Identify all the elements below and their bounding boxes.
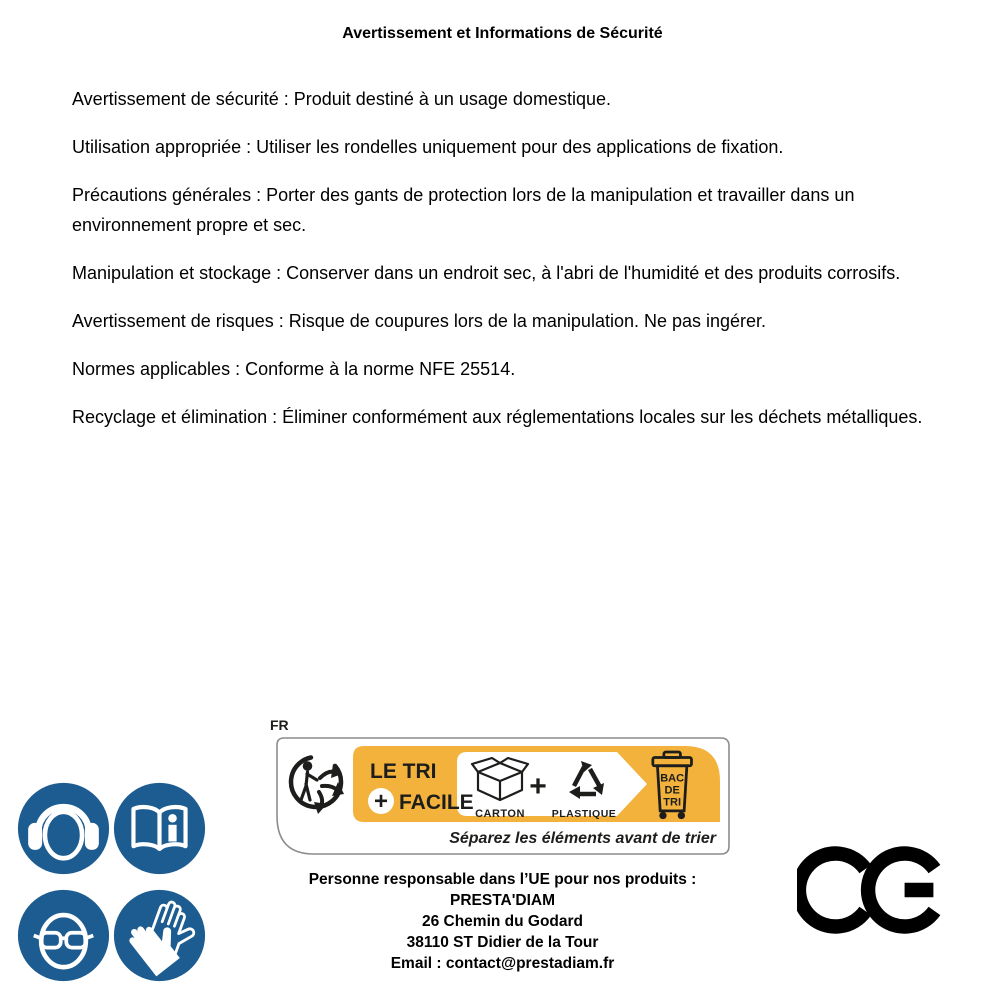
responsible-intro-line: Personne responsable dans l’UE pour nos produits : — [308, 871, 697, 888]
materials-chevron — [457, 752, 647, 816]
paragraph-general-precautions: Précautions générales : Porter des gants de protection lors de la manipulation et travailler dans un environnement propre et sec. — [72, 185, 855, 235]
plus-badge-sign: + — [373, 788, 389, 815]
materials-plus-sign: + — [529, 770, 547, 803]
paragraph-risk-warning: Avertissement de risques : Risque de coupures lors de la manipulation. Ne pas ingérer. — [72, 311, 767, 331]
responsible-email: Email : contact@prestadiam.fr — [390, 955, 615, 972]
sorting-tagline: Séparez les éléments avant de trier — [449, 830, 716, 847]
paragraph-handling-storage: Manipulation et stockage : Conserver dans un endroit sec, à l'abri de l'humidité et des produits corrosifs. — [72, 263, 901, 283]
paragraph-applicable-standards: Normes applicables : Conforme à la norme NFE 25514. — [72, 359, 516, 379]
document-body — [0, 0, 1005, 432]
material-carton-label: CARTON — [475, 808, 525, 820]
bin-label-line3: TRI — [663, 796, 682, 809]
headline-le-tri: LE TRI — [370, 760, 437, 783]
wear-ear-protection-icon — [17, 782, 110, 875]
ce-marking-icon — [797, 840, 943, 940]
country-code-label: FR — [270, 717, 289, 733]
bin-label-line2: DE — [664, 784, 680, 797]
paragraph-appropriate-use: Utilisation appropriée : Utiliser les rondelles uniquement pour des applications de fixation. — [72, 137, 784, 157]
paragraph-safety-warning: Avertissement de sécurité : Produit destiné à un usage domestique. — [72, 89, 611, 109]
headline-facile: FACILE — [399, 791, 474, 814]
page-title: Avertissement et Informations de Sécurité — [342, 25, 663, 42]
paragraph-recycling-disposal: Recyclage et élimination : Éliminer conformément aux réglementations locales sur les déchets métalliques. — [72, 407, 923, 427]
read-instruction-manual-icon — [113, 782, 206, 875]
bin-label-line1: BAC — [660, 772, 685, 785]
responsible-address-city: 38110 ST Didier de la Tour — [406, 934, 599, 951]
material-plastique-label: PLASTIQUE — [551, 808, 617, 820]
responsible-company-name: PRESTA'DIAM — [449, 892, 555, 909]
responsible-address-street: 26 Chemin du Godard — [421, 913, 584, 930]
sorting-instructions-label — [266, 716, 736, 858]
